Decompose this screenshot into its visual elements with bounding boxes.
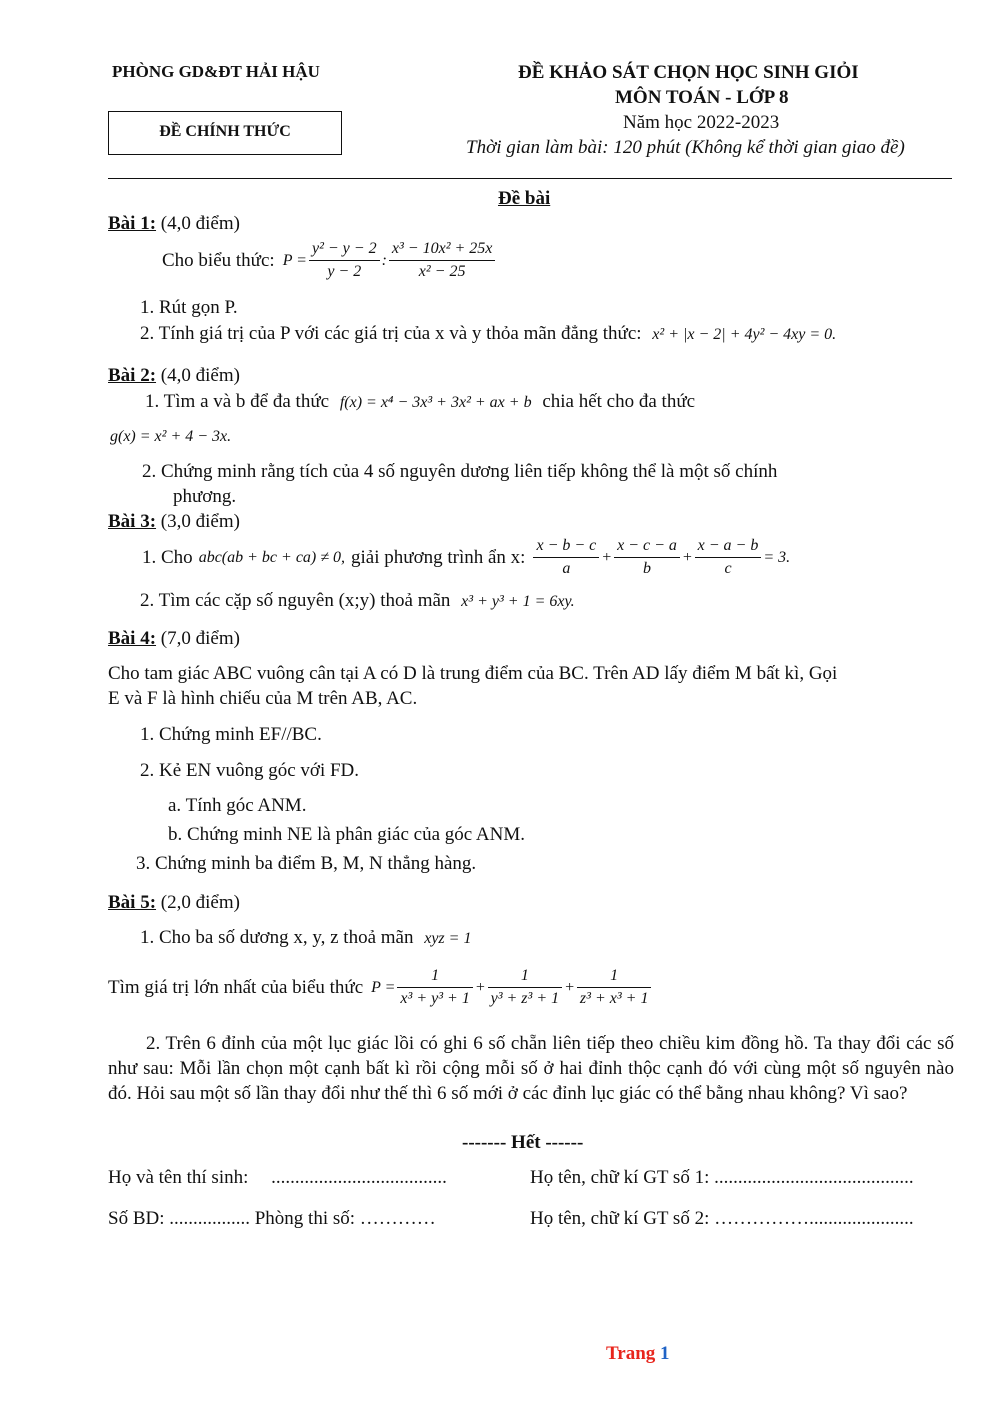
candidate-name-label: Họ và tên thí sinh:: [108, 1167, 249, 1188]
bai2-label: Bài 2:: [108, 365, 157, 386]
bai3-points: (3,0 điểm): [160, 511, 240, 532]
bai4-heading: [108, 628, 240, 650]
bai3-fraction-3: [695, 535, 762, 580]
bai5-q2-paragraph: 2. Trên 6 đỉnh của một lục giác lồi có ghi 6 số chẵn liên tiếp theo chiều kim đồng hồ. Ta thay đổi các số như sau: Mỗi lần chọn một cạnh bất kì rồi cộng mỗi số ở hai đỉnh thộc cạnh đó với cùng một số nguyên nào đó. Hỏi sau một số lần thay đổi như thế thì 6 số mới ở các đỉnh lục giác có thể bằng nhau không? Vì sao?: [108, 1033, 954, 1104]
bai5-q1-text: 1. Cho ba số dương x, y, z thoả mãn: [140, 927, 414, 948]
bai2-q2-line1: 2. Chứng minh rằng tích của 4 số nguyên dương liên tiếp không thể là một số chính: [142, 461, 778, 482]
bai3-f2-den: b: [642, 560, 651, 577]
bai2-heading: [108, 365, 240, 387]
supervisor-2-signature: Họ tên, chữ kí GT số 2: ……………......................: [530, 1208, 914, 1229]
bai1-points: (4,0 điểm): [160, 213, 240, 234]
bai1-den2: x² − 25: [418, 263, 466, 280]
bai5-f1-num: 1: [397, 965, 472, 988]
bai5-f1-den: x³ + y³ + 1: [400, 990, 470, 1007]
department-name: PHÒNG GD&ĐT HẢI HẬU: [112, 62, 320, 81]
bai2-q1: [145, 391, 695, 413]
bai5-f2-den: y³ + z³ + 1: [490, 990, 560, 1007]
section-title: Đề bài: [498, 188, 551, 209]
bai5-max-expression: [108, 965, 653, 1010]
bai1-intro: Cho biểu thức:: [162, 249, 275, 271]
bai5-q1: [140, 927, 471, 949]
bai4-points: (7,0 điểm): [160, 628, 240, 649]
bai3-equals: = 3.: [763, 548, 791, 566]
bai5-fraction-2: [488, 965, 563, 1010]
bai5-fraction-1: [397, 965, 472, 1010]
bai3-plus-1: +: [601, 548, 613, 566]
bai1-fraction-2: [389, 238, 496, 283]
bai4-q2: 2. Kẻ EN vuông góc với FD.: [140, 760, 360, 781]
bai1-num1: y² − y − 2: [309, 238, 380, 261]
supervisor-1-signature: Họ tên, chữ kí GT số 1: ..........................................: [530, 1167, 914, 1188]
end-mark: ------- Hết ------: [462, 1132, 584, 1153]
candidate-number-room: Số BD: ................. Phòng thi số: …………: [108, 1208, 436, 1229]
bai4-q1: 1. Chứng minh EF//BC.: [140, 724, 322, 745]
bai2-points: (4,0 điểm): [160, 365, 240, 386]
header-divider: [108, 178, 952, 179]
bai3-f2-num: x − c − a: [614, 535, 680, 558]
bai2-q1-a: 1. Tìm a và b để đa thức: [145, 391, 330, 412]
bai5-plus-2: +: [564, 978, 575, 996]
bai4-q3: 3. Chứng minh ba điểm B, M, N thẳng hàng.: [136, 853, 477, 874]
bai3-q1: [142, 535, 790, 580]
school-year: Năm học 2022-2023: [623, 112, 780, 133]
bai3-q1-cond: abc(ab + bc + ca) ≠ 0,: [198, 548, 346, 566]
bai1-q2-math: x² + |x − 2| + 4y² − 4xy = 0.: [652, 326, 837, 343]
bai1-fraction-1: [309, 238, 380, 283]
exam-duration: Thời gian làm bài: 120 phút (Không kể thời gian giao đề): [466, 137, 905, 158]
bai4-intro-line1: Cho tam giác ABC vuông cân tại A có D là trung điểm của BC. Trên AD lấy điểm M bất kì, Gọi: [108, 663, 838, 684]
bai5-f3-den: z³ + x³ + 1: [579, 990, 649, 1007]
bai3-f3-num: x − a − b: [695, 535, 762, 558]
bai4-q2b: b. Chứng minh NE là phân giác của góc ANM.: [168, 824, 525, 845]
page-number: [606, 1343, 670, 1365]
bai4-intro-line2: E và F là hình chiếu của M trên AB, AC.: [108, 688, 418, 709]
bai5-f2-num: 1: [488, 965, 563, 988]
bai3-q1-a: 1. Cho: [142, 546, 193, 568]
candidate-name-line: [108, 1167, 447, 1189]
bai1-p-lhs: P =: [282, 251, 307, 269]
bai1-num2: x³ − 10x² + 25x: [389, 238, 496, 261]
bai5-fraction-3: [577, 965, 652, 1010]
bai5-heading: [108, 892, 240, 914]
bai3-fraction-1: [533, 535, 599, 580]
bai1-den1: y − 2: [327, 263, 362, 280]
bai3-label: Bài 3:: [108, 511, 157, 532]
bai3-f3-den: c: [724, 560, 732, 577]
bai4-q2a: a. Tính góc ANM.: [168, 795, 307, 816]
bai5-f3-num: 1: [577, 965, 652, 988]
bai3-plus-2: +: [681, 548, 693, 566]
bai3-fraction-2: [614, 535, 680, 580]
subject-title: MÔN TOÁN - LỚP 8: [615, 87, 789, 108]
bai3-q2-math: x³ + y³ + 1 = 6xy.: [461, 593, 575, 610]
bai3-q1-b: giải phương trình ẩn x:: [351, 546, 526, 568]
page-label: Trang: [606, 1343, 656, 1364]
bai2-q1-math: f(x) = x⁴ − 3x³ + 3x² + ax + b: [339, 394, 532, 411]
bai5-p-lhs: P =: [371, 978, 396, 996]
bai1-q2-text: 2. Tính giá trị của P với các giá trị của x và y thỏa mãn đẳng thức:: [140, 323, 642, 344]
bai4-label: Bài 4:: [108, 628, 157, 649]
bai5-q1-math: xyz = 1: [424, 930, 472, 947]
bai1-heading: [108, 213, 240, 235]
bai5-max-text: Tìm giá trị lớn nhất của biểu thức: [108, 976, 364, 998]
bai5-label: Bài 5:: [108, 892, 157, 913]
bai1-label: Bài 1:: [108, 213, 157, 234]
bai3-heading: [108, 511, 240, 533]
bai1-q1: 1. Rút gọn P.: [140, 297, 238, 318]
bai2-g-poly: g(x) = x² + 4 − 3x.: [110, 428, 232, 445]
bai3-q2: [140, 590, 575, 612]
candidate-name-dots: .....................................: [271, 1167, 447, 1188]
bai5-plus-1: +: [474, 978, 486, 996]
page-number-value: 1: [660, 1343, 670, 1364]
bai3-f1-den: a: [562, 560, 571, 577]
bai1-div: :: [381, 251, 387, 269]
bai3-q2-text: 2. Tìm các cặp số nguyên (x;y) thoả mãn: [140, 590, 451, 611]
exam-title: ĐỀ KHẢO SÁT CHỌN HỌC SINH GIỎI: [518, 62, 859, 83]
bai3-f1-num: x − b − c: [533, 535, 599, 558]
bai1-expression: [162, 238, 497, 283]
bai2-q2-line2: phương.: [173, 486, 237, 507]
bai2-q1-b: chia hết cho đa thức: [542, 391, 696, 412]
bai5-points: (2,0 điểm): [160, 892, 240, 913]
official-badge: ĐỀ CHÍNH THỨC: [108, 111, 342, 155]
bai1-q2: [140, 323, 836, 345]
